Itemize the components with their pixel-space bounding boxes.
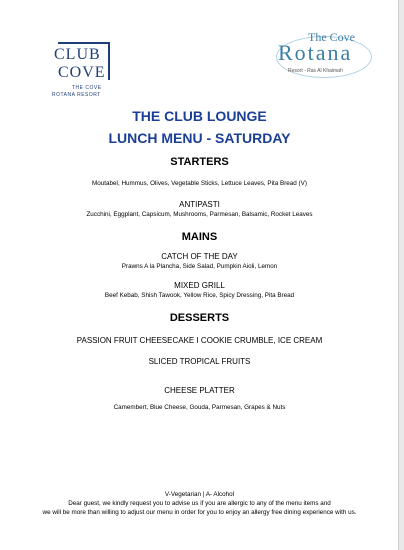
catch-items: Prawns A la Plancha, Side Salad, Pumpkin Aioli, Lemon	[121, 263, 278, 270]
logo-line-3: THE COVE	[72, 85, 102, 91]
starters-heading: STARTERS	[170, 156, 229, 168]
lounge-title: THE CLUB LOUNGE	[132, 108, 267, 124]
logo-line-2: COVE	[58, 64, 106, 81]
logo-line-4: ROTANA RESORT	[52, 92, 101, 98]
rotana-line-3: Resort - Ras Al Khaimah	[288, 68, 343, 74]
mains-heading: MAINS	[181, 231, 218, 243]
catch-title: CATCH OF THE DAY	[161, 252, 238, 261]
desserts-heading: DESSERTS	[169, 312, 230, 324]
menu-content	[0, 104, 399, 411]
dessert-item-2: SLICED TROPICAL FRUITS	[148, 357, 251, 366]
grill-title: MIXED GRILL	[174, 281, 225, 290]
rotana-logo	[274, 30, 374, 80]
rotana-line-1: The Cove	[308, 30, 355, 44]
grill-items: Beef Kebab, Shish Tawook, Yellow Rice, Spicy Dressing, Pita Bread	[104, 292, 295, 299]
club-cove-logo	[52, 42, 114, 104]
dessert-item-1: PASSION FRUIT CHEESECAKE I COOKIE CRUMBLE, ICE CREAM	[76, 336, 323, 345]
menu-footer	[0, 490, 399, 517]
logo-line-1: CLUB	[54, 46, 101, 63]
footer-line-1: Dear guest, we kindly request you to advise us if you are allergic to any of the menu items and	[68, 500, 331, 507]
cheese-items: Camembert, Blue Cheese, Gouda, Parmesan, Grapes & Nuts	[113, 404, 286, 411]
cheese-title: CHEESE PLATTER	[164, 386, 235, 395]
antipasti-title: ANTIPASTI	[179, 200, 220, 209]
menu-subtitle: LUNCH MENU - SATURDAY	[108, 130, 291, 146]
antipasti-items: Zucchini, Eggplant, Capsicum, Mushrooms, Parmesan, Balsamic, Rocket Leaves	[86, 211, 313, 218]
rotana-line-2: Rotana	[278, 40, 353, 65]
footer-line-2: we will be more than willing to adjust our menu in order for you to enjoy an allergy free dining experience with us.	[42, 509, 357, 516]
footer-legend: V-Vegetarian | A- Alcohol	[164, 491, 235, 498]
starters-items: Moutabel, Hummus, Olives, Vegetable Sticks, Lettuce Leaves, Pita Bread (V)	[92, 180, 307, 187]
